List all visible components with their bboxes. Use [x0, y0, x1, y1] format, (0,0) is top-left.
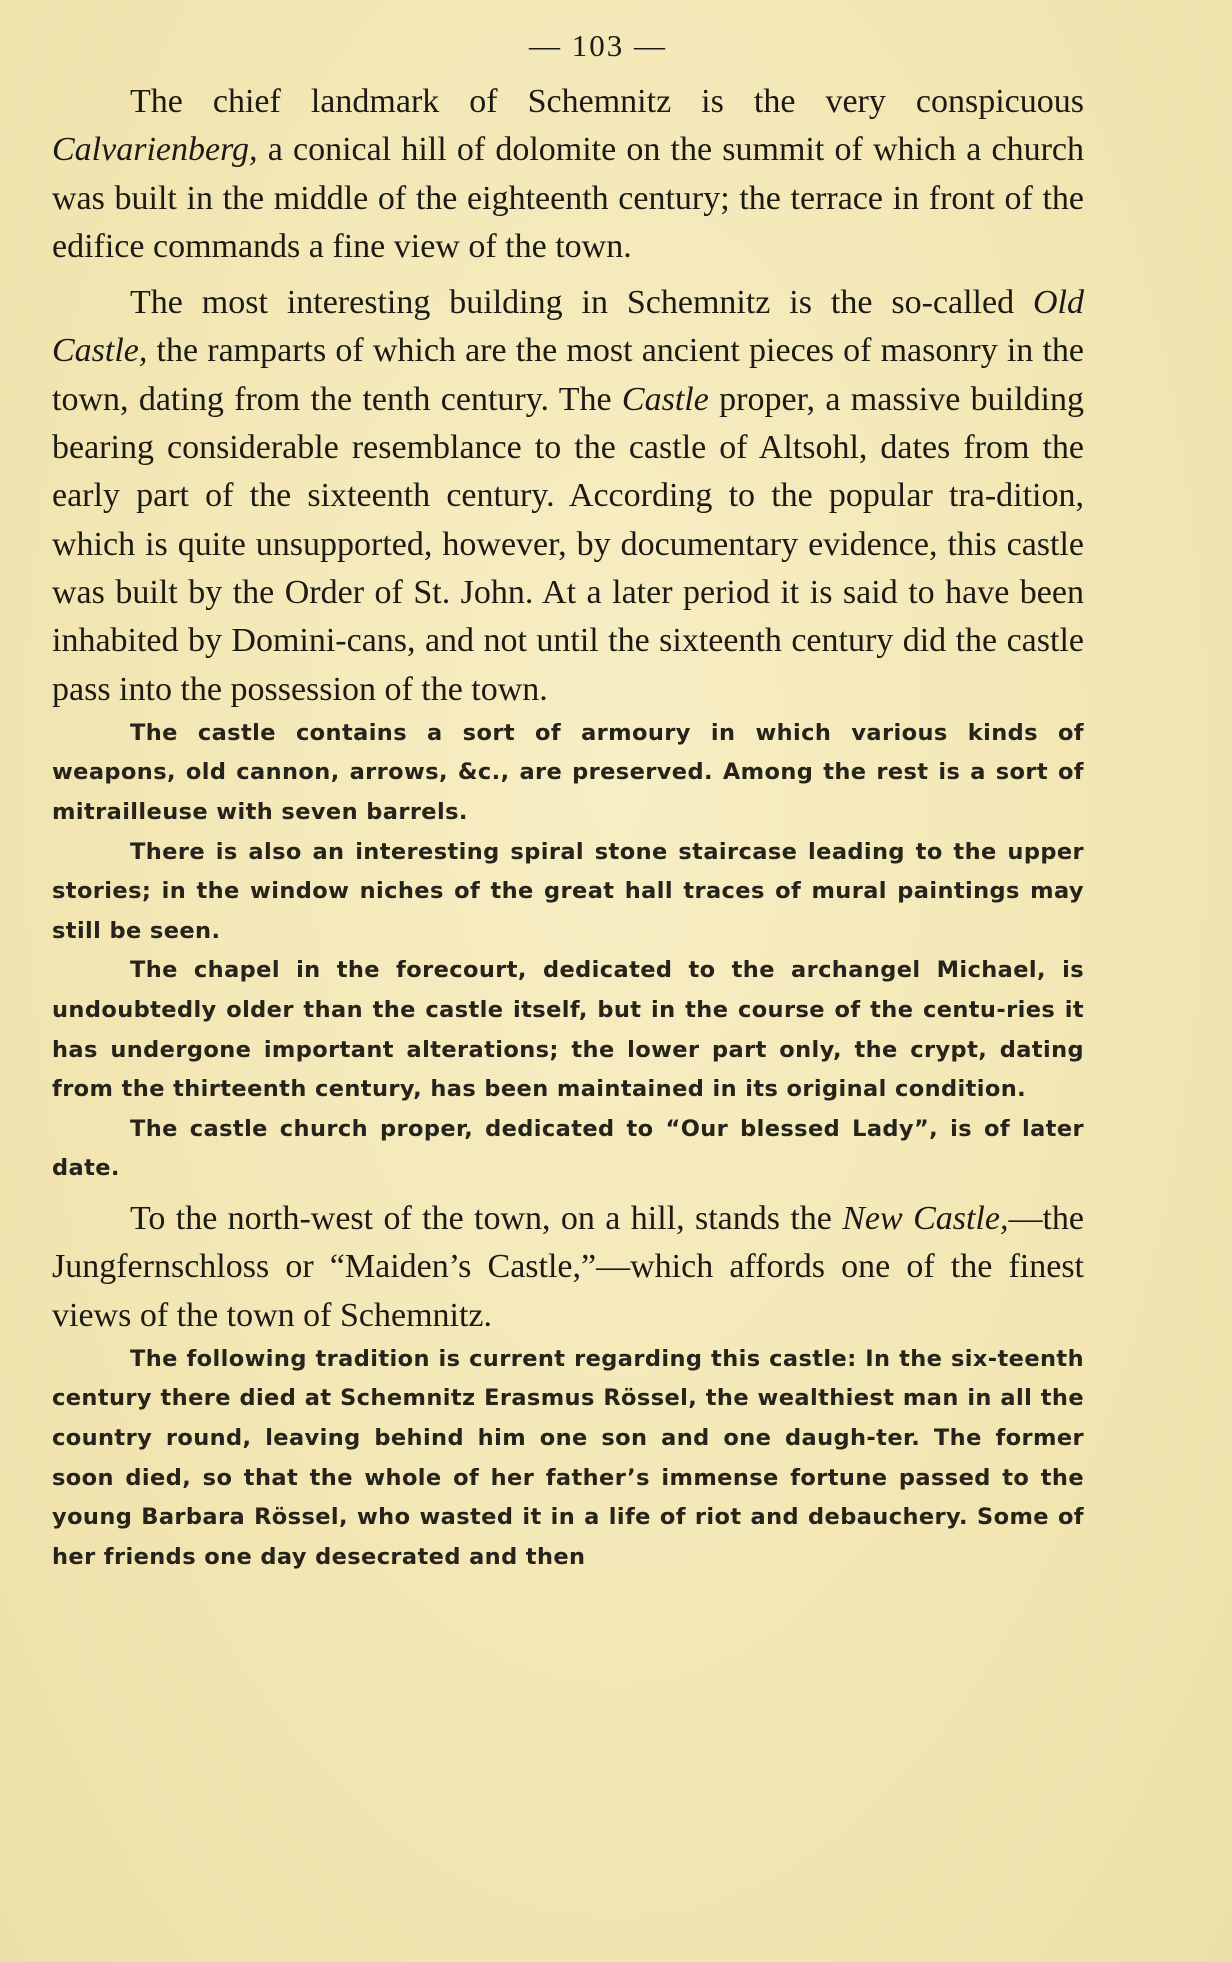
- paragraph-text: —the Jungfernschloss or “Maiden’s Castle,”—which affords one of the finest views of the town of Schemnitz.: [52, 1199, 1085, 1334]
- note-castle-church: The castle church proper, dedicated to “Our blessed Lady”, is of later date.: [52, 1115, 1084, 1182]
- paragraph-text: the ramparts of which are the most ancient pieces of masonry in the town, dating from the tenth century. The: [52, 332, 1084, 418]
- paragraph-text: The chief landmark of Schemnitz is the very conspicuous: [130, 83, 1084, 120]
- page-body: [52, 28, 1084, 1577]
- note-tradition: The following tradition is current regarding this castle: In the six-teenth century there died at Schemnitz Erasmus Rössel, the wealthiest man in all the country round, leaving behind him one son and one daugh-ter. The former soon died, so that the whole of her father’s immense fortune passed to the young Barbara Rössel, who wasted it in a life of riot and debauchery. Some of her friends one day desecrated and then: [52, 1345, 1084, 1570]
- emphasis-calvarienberg: Calvarienberg,: [52, 131, 258, 169]
- paragraph-text: proper, a massive building bearing considerable resemblance to the castle of Altsohl, dates from the early part of the sixteenth century. According to the popular tra-dition, which is quite unsupported, however, by documentary evidence, this castle was built by the Order of St. John. At a later period it is said to have been inhabited by Domini-cans, and not until the sixteenth century did the castle pass into the possession of the town.: [52, 380, 1084, 708]
- note-armoury: The castle contains a sort of armoury in which various kinds of weapons, old cannon, arrows, &c., are preserved. Among the rest is a sort of mitrailleuse with seven barrels.: [52, 719, 1084, 826]
- paragraph-old-castle: [52, 279, 1084, 714]
- emphasis-new-castle: New Castle,: [842, 1199, 1009, 1237]
- note-chapel: The chapel in the forecourt, dedicated to the archangel Michael, is undoubtedly older than the castle itself, but in the course of the centu-ries it has undergone important alterations; the lower part only, the crypt, dating from the thirteenth century, has been maintained in its original condition.: [52, 957, 1084, 1103]
- emphasis-castle: Castle: [621, 380, 709, 418]
- paragraph-calvarienberg: [52, 78, 1084, 271]
- note-staircase: There is also an interesting spiral stone staircase leading to the upper stories; in the window niches of the great hall traces of mural paintings may still be seen.: [52, 838, 1084, 944]
- paragraph-text: To the north-west of the town, on a hill, stands the: [130, 1199, 843, 1237]
- paragraph-text: The most interesting building in Schemnitz is the so-called: [130, 284, 1033, 322]
- paragraph-text: a conical hill of dolomite on the summit of which a church was built in the middle of the eighteenth century; the terrace in front of the edifice commands a fine view of the town.: [52, 131, 1084, 265]
- page-number: — 103 —: [529, 28, 667, 63]
- emphasis-old-castle: Old Castle,: [52, 284, 1084, 370]
- paragraph-new-castle: [52, 1195, 1084, 1340]
